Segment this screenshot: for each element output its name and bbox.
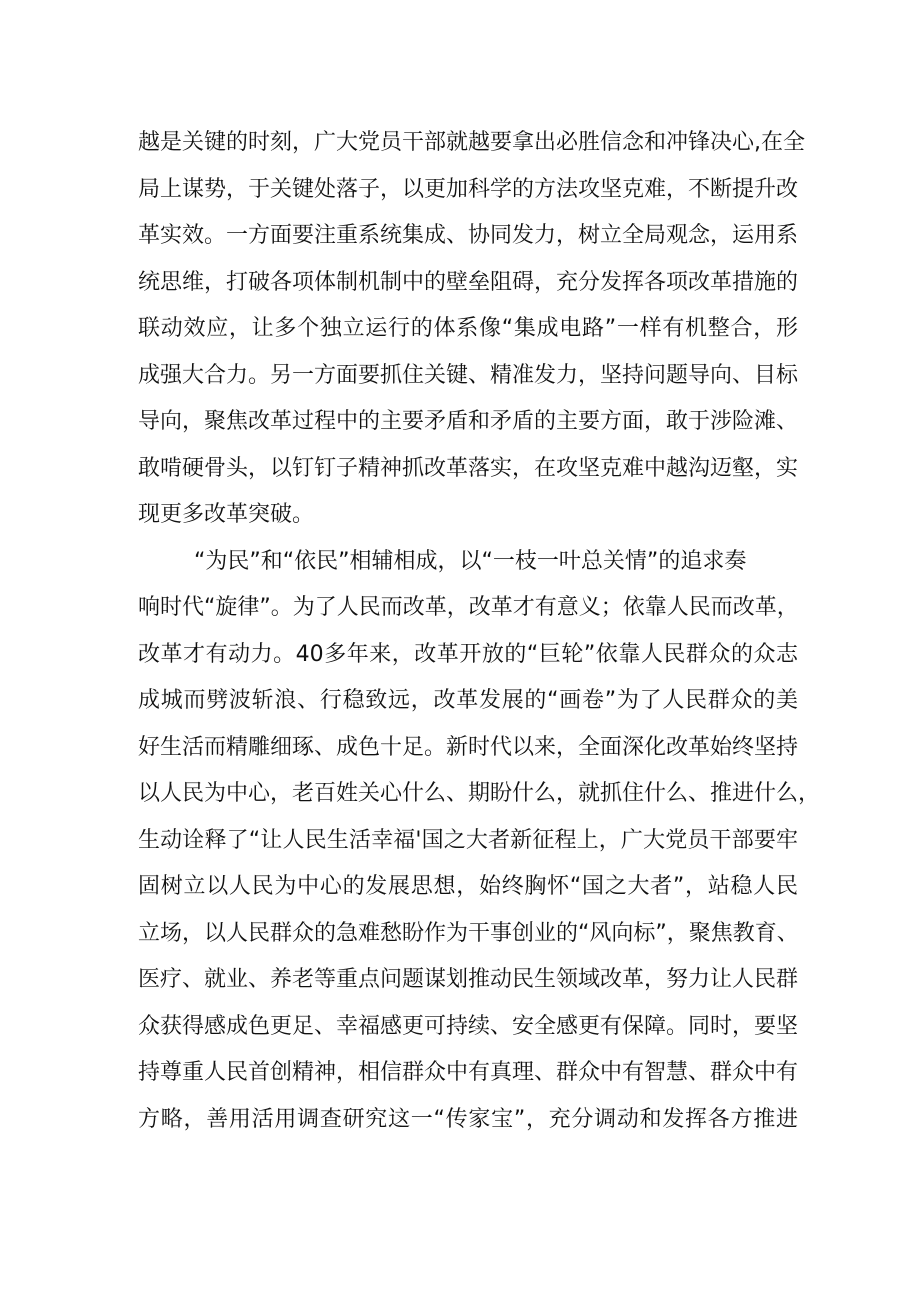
text-line: 局上谋势，于关键处落子，以更加科学的方法攻坚克难，不断提升改 — [138, 176, 799, 202]
document-body — [138, 120, 821, 1143]
text-line: 联动效应，让多个独立运行的体系像“集成电路”一样有机整合，形 — [138, 316, 798, 341]
paragraph-2 — [138, 539, 821, 1144]
text-line: 以人民为中心，老百姓关心什么、期盼什么，就抓住什么、推进什么， — [138, 781, 821, 806]
text-line: 立场，以人民群众的急难愁盼作为干事创业的“风向标”，聚焦教育、 — [138, 920, 799, 946]
text-line: 生动诠释了“让人民生活幸福'国之大者新征程上，广大党员干部要牢 — [138, 827, 798, 853]
text-line: 响时代“旋律”。为了人民而改革，改革才有意义；依靠人民而改革， — [138, 595, 799, 620]
text-line: “为民”和“依民”相辅相成，以“一枝一叶总关情”的追求奏 — [138, 548, 747, 574]
text-line: 固树立以人民为中心的发展思想，始终胸怀“国之大者”，站稳人民 — [138, 874, 798, 899]
text-line: 统思维，打破各项体制机制中的壁垒阻碍，充分发挥各项改革措施的 — [138, 269, 799, 295]
text-line: 成城而劈波斩浪、行稳致远，改革发展的“画卷”为了人民群众的美 — [138, 688, 798, 713]
text-line: 众获得感成色更足、幸福感更可持续、安全感更有保障。同时，要坚 — [138, 1013, 799, 1039]
text-line: 敢啃硬骨头，以钉钉子精神抓改革落实，在攻坚克难中越沟迈壑，实 — [138, 455, 799, 481]
text-line: 导向，聚焦改革过程中的主要矛盾和矛盾的主要方面，敢于涉险滩、 — [138, 409, 799, 434]
text-line: 成强大合力。另一方面要抓住关键、精准发力，坚持问题导向、目标 — [138, 362, 799, 388]
text-line: 好生活而精雕细琢、成色十足。新时代以来，全面深化改革始终坚持 — [138, 734, 799, 760]
text-line: 改革才有动力。40多年来，改革开放的“巨轮”依靠人民群众的众志 — [138, 641, 798, 667]
text-line: 越是关键的时刻，广大党员干部就越要拿出必胜信念和冲锋决心,在全 — [138, 130, 805, 155]
text-line: 革实效。一方面要注重系统集成、协同发力，树立全局观念，运用系 — [138, 223, 799, 248]
paragraph-1 — [138, 120, 805, 539]
text-line: 方略，善用活用调查研究这一“传家宝”，充分调动和发挥各方推进 — [138, 1106, 798, 1132]
text-line: 持尊重人民首创精神，相信群众中有真理、群众中有智慧、群众中有 — [138, 1060, 799, 1085]
text-line: 医疗、就业、养老等重点问题谋划推动民生领域改革，努力让人民群 — [138, 967, 799, 992]
text-line: 现更多改革突破。 — [138, 502, 315, 527]
